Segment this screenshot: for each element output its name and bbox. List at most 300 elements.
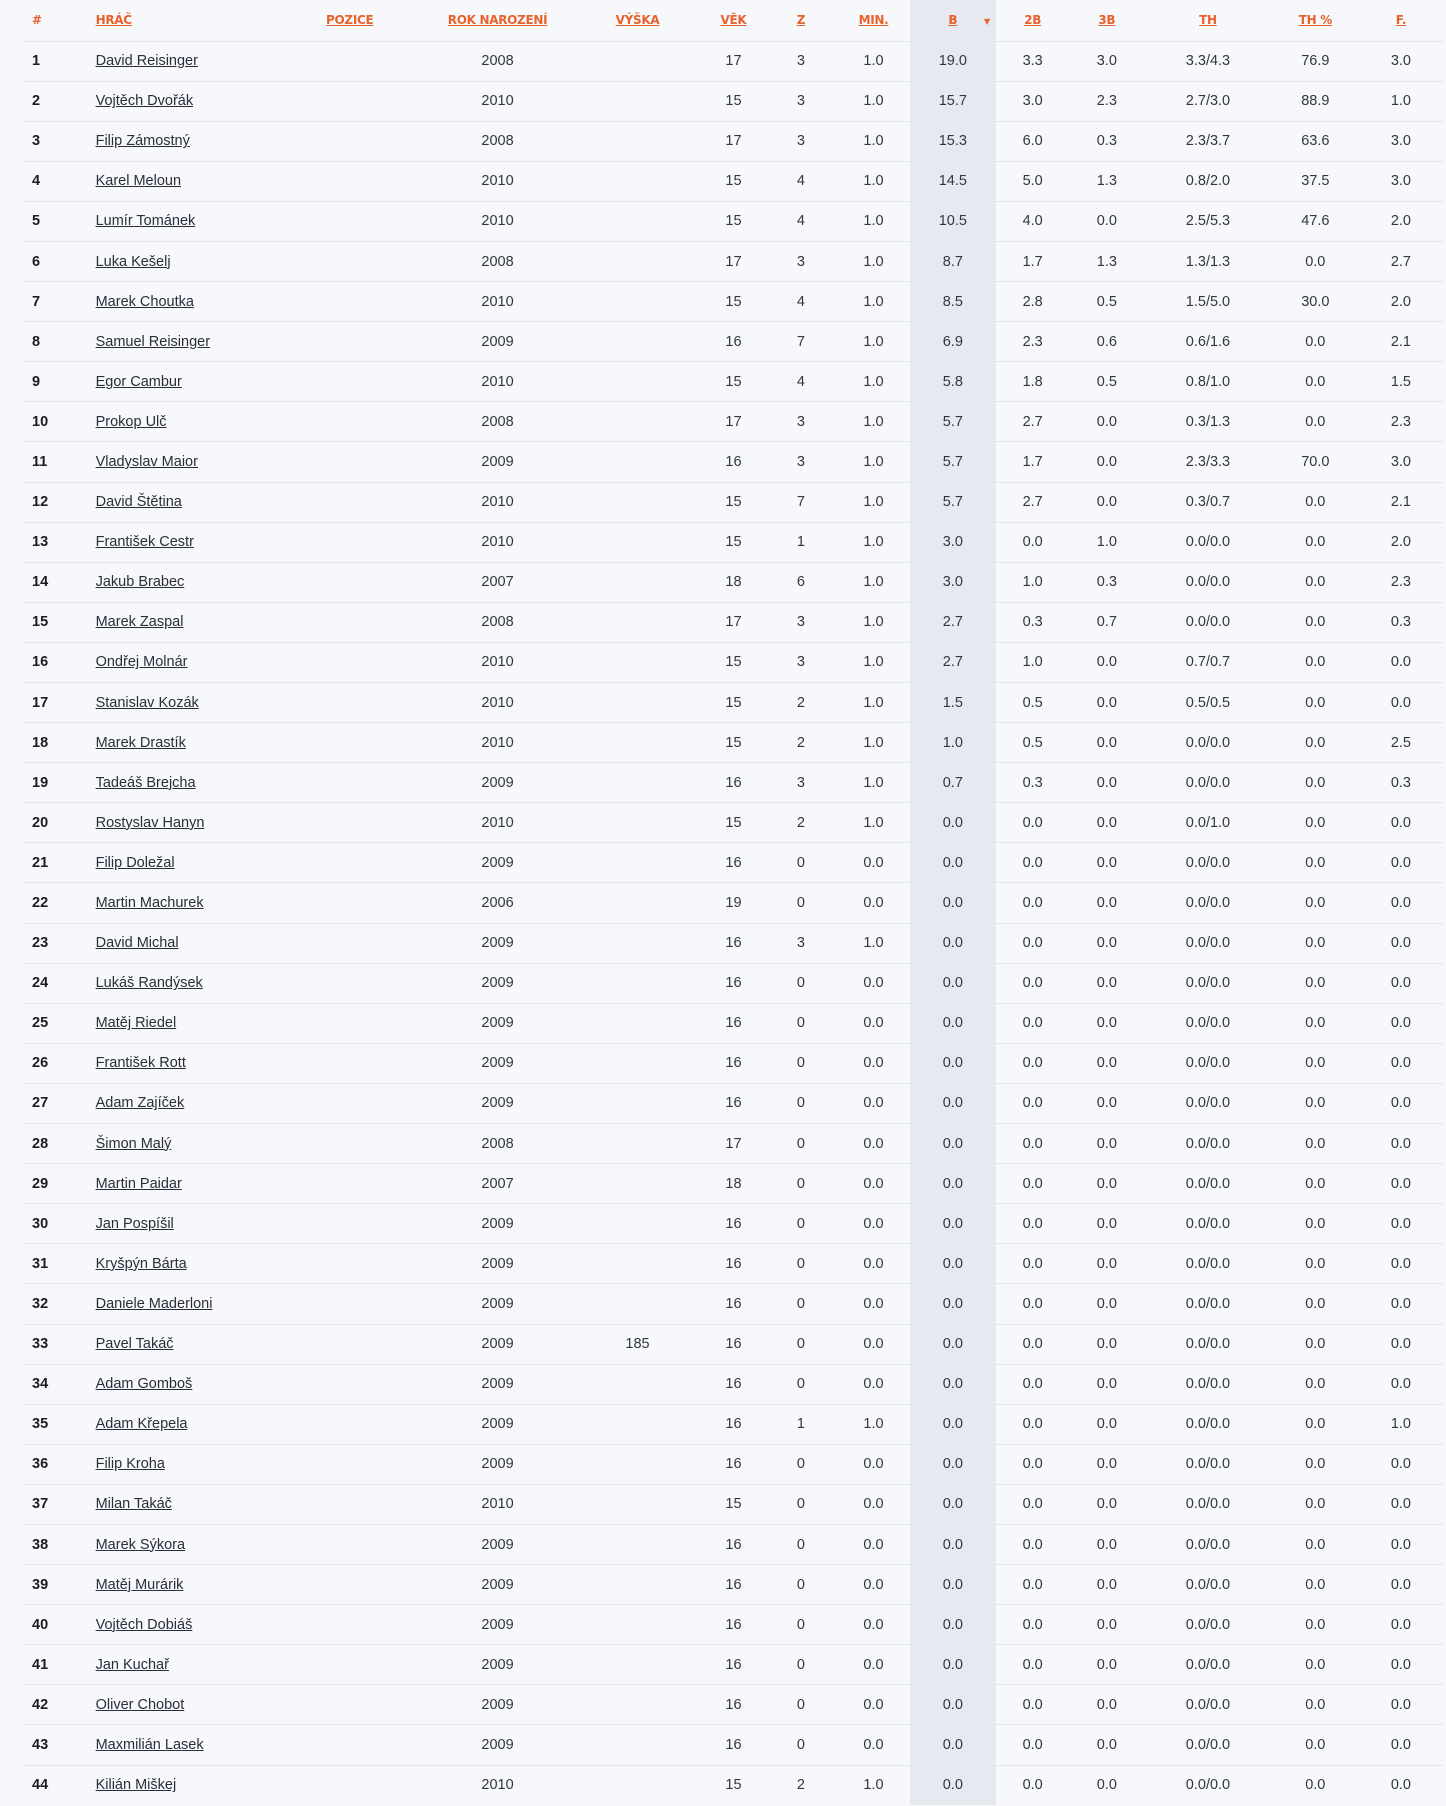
cell-birth-year: 2010: [481, 93, 514, 110]
cell-fouls: 3.0: [1390, 133, 1412, 150]
cell-age: 16: [725, 1616, 742, 1633]
cell-minutes: 0.0: [863, 1616, 884, 1633]
cell-fouls: 0.0: [1390, 1015, 1412, 1032]
cell-minutes: 1.0: [863, 133, 884, 150]
cell-age: 16: [725, 1255, 742, 1272]
cell-two-pointers: 0.0: [1022, 534, 1043, 551]
column-header-points-label: B: [948, 13, 958, 28]
cell-two-pointers: 1.0: [1022, 654, 1043, 671]
cell-position: [277, 201, 422, 241]
cell-height: [573, 482, 703, 522]
player-link[interactable]: Daniele Maderloni: [95, 1295, 213, 1312]
cell-free-throws: 0.0/0.0: [1185, 1135, 1231, 1152]
cell-height: [573, 1565, 703, 1605]
column-header-height[interactable]: VÝŠKA: [615, 13, 660, 28]
column-header-rank[interactable]: #: [32, 13, 42, 28]
cell-points: 0.0: [910, 803, 996, 843]
cell-two-pointers: 3.0: [1022, 93, 1043, 110]
cell-age: 16: [725, 1696, 742, 1713]
cell-birth-year: 2009: [481, 1015, 514, 1032]
cell-points: 15.7: [910, 81, 996, 121]
cell-position: [277, 282, 422, 322]
player-link[interactable]: Lumír Tománek: [95, 213, 196, 230]
player-link[interactable]: Egor Cambur: [95, 373, 182, 390]
cell-games: 2: [796, 694, 805, 711]
cell-rank: 4: [32, 173, 41, 190]
cell-position: [277, 362, 422, 402]
cell-rank: 33: [32, 1336, 49, 1353]
cell-position: [277, 1284, 422, 1324]
table-row: [23, 1645, 1443, 1685]
cell-birth-year: 2009: [481, 1536, 514, 1553]
cell-age: 16: [725, 1055, 742, 1072]
cell-two-pointers: 0.0: [1022, 935, 1043, 952]
column-header-three-pointers[interactable]: 3B: [1098, 13, 1116, 28]
player-link[interactable]: Jan Kuchař: [95, 1656, 169, 1673]
column-header-free-throw-pct[interactable]: TH %: [1298, 13, 1332, 28]
cell-points: 0.0: [910, 963, 996, 1003]
cell-points: 0.0: [910, 1765, 996, 1805]
cell-height: [573, 1284, 703, 1324]
player-link[interactable]: Karel Meloun: [95, 173, 182, 190]
player-link[interactable]: Oliver Chobot: [95, 1696, 185, 1713]
cell-three-pointers: 0.0: [1096, 1777, 1117, 1794]
column-header-games[interactable]: Z: [796, 13, 806, 28]
cell-position: [277, 1324, 422, 1364]
cell-position: [277, 41, 422, 81]
cell-age: 16: [725, 1736, 742, 1753]
table-row: [23, 683, 1443, 723]
cell-minutes: 1.0: [863, 694, 884, 711]
table-row: [23, 1765, 1443, 1805]
player-link[interactable]: Adam Křepela: [95, 1416, 188, 1433]
cell-free-throw-pct: 0.0: [1305, 1576, 1326, 1593]
cell-birth-year: 2009: [481, 1656, 514, 1673]
cell-free-throws: 0.0/0.0: [1185, 1376, 1231, 1393]
player-link[interactable]: Jakub Brabec: [95, 574, 185, 591]
cell-minutes: 0.0: [863, 1095, 884, 1112]
cell-height: [573, 602, 703, 642]
cell-fouls: 0.0: [1390, 975, 1412, 992]
cell-free-throw-pct: 0.0: [1305, 1255, 1326, 1272]
table-row: [23, 1164, 1443, 1204]
cell-birth-year: 2009: [481, 453, 514, 470]
cell-points: 0.7: [910, 763, 996, 803]
cell-player: [96, 1484, 278, 1524]
cell-minutes: 1.0: [863, 293, 884, 310]
cell-age: 16: [725, 1215, 742, 1232]
cell-free-throws: 0.0/0.0: [1185, 1215, 1231, 1232]
cell-two-pointers: 4.0: [1022, 213, 1043, 230]
cell-rank: 30: [32, 1215, 49, 1232]
cell-age: 16: [725, 1336, 742, 1353]
cell-player: [96, 201, 278, 241]
table-row: [23, 362, 1443, 402]
cell-age: 15: [725, 494, 742, 511]
player-link[interactable]: Vojtěch Dobiáš: [95, 1616, 193, 1633]
cell-games: 0: [796, 1656, 805, 1673]
cell-points: 2.7: [910, 602, 996, 642]
cell-three-pointers: 2.3: [1096, 93, 1117, 110]
cell-rank: 44: [32, 1777, 49, 1794]
cell-height: [573, 723, 703, 763]
cell-two-pointers: 0.0: [1022, 1135, 1043, 1152]
cell-games: 0: [796, 854, 805, 871]
cell-birth-year: 2009: [481, 1055, 514, 1072]
cell-age: 15: [725, 534, 742, 551]
cell-two-pointers: 0.0: [1022, 975, 1043, 992]
cell-two-pointers: 1.0: [1022, 574, 1043, 591]
cell-birth-year: 2008: [481, 614, 514, 631]
cell-player: [96, 1364, 278, 1404]
table-row: [23, 1043, 1443, 1083]
cell-position: [277, 161, 422, 201]
cell-three-pointers: 0.6: [1096, 333, 1117, 350]
cell-three-pointers: 0.0: [1096, 1015, 1117, 1032]
cell-position: [277, 963, 422, 1003]
cell-games: 1: [796, 534, 805, 551]
cell-fouls: 0.0: [1390, 1295, 1412, 1312]
cell-two-pointers: 5.0: [1022, 173, 1043, 190]
table-row: [23, 1404, 1443, 1444]
column-header-fouls[interactable]: F.: [1395, 13, 1407, 28]
cell-fouls: 0.0: [1390, 1616, 1412, 1633]
cell-two-pointers: 0.0: [1022, 1536, 1043, 1553]
cell-free-throw-pct: 0.0: [1305, 1055, 1326, 1072]
cell-minutes: 0.0: [863, 1336, 884, 1353]
cell-position: [277, 482, 422, 522]
player-link[interactable]: Vojtěch Dvořák: [95, 93, 194, 110]
cell-birth-year: 2008: [481, 1135, 514, 1152]
cell-free-throws: 0.0/0.0: [1185, 1055, 1231, 1072]
cell-position: [277, 642, 422, 682]
cell-rank: 25: [32, 1015, 49, 1032]
table-row: [23, 442, 1443, 482]
cell-points: 0.0: [910, 923, 996, 963]
cell-free-throws: 2.3/3.3: [1185, 453, 1231, 470]
player-link[interactable]: Luka Kešelj: [95, 253, 171, 270]
player-link[interactable]: Filip Zámostný: [95, 133, 190, 150]
cell-free-throws: 0.0/0.0: [1185, 774, 1231, 791]
cell-rank: 15: [32, 614, 49, 631]
column-header-points[interactable]: [910, 0, 996, 41]
column-header-position[interactable]: POZICE: [326, 13, 374, 28]
player-link[interactable]: Vladyslav Maior: [95, 453, 198, 470]
cell-three-pointers: 0.3: [1096, 574, 1117, 591]
cell-points: 14.5: [910, 161, 996, 201]
cell-player: [96, 1685, 278, 1725]
player-link[interactable]: Prokop Ulč: [95, 413, 167, 430]
cell-minutes: 0.0: [863, 1055, 884, 1072]
cell-free-throws: 0.0/0.0: [1185, 1416, 1231, 1433]
table-row: [23, 1725, 1443, 1765]
table-row: [23, 522, 1443, 562]
cell-points: 5.7: [910, 442, 996, 482]
cell-player: [96, 121, 278, 161]
cell-birth-year: 2010: [481, 694, 514, 711]
column-header-birth-year[interactable]: ROK NAROZENÍ: [447, 13, 548, 28]
cell-player: [96, 1404, 278, 1444]
cell-age: 16: [725, 1416, 742, 1433]
column-header-free-throws[interactable]: TH: [1199, 13, 1217, 28]
player-link[interactable]: Marek Sýkora: [95, 1536, 186, 1553]
player-link[interactable]: František Cestr: [95, 534, 194, 551]
cell-points: 5.8: [910, 362, 996, 402]
player-link[interactable]: Marek Drastík: [95, 734, 186, 751]
cell-birth-year: 2010: [481, 534, 514, 551]
cell-player: [96, 1565, 278, 1605]
cell-free-throw-pct: 0.0: [1305, 1015, 1326, 1032]
player-link[interactable]: Adam Zajíček: [95, 1095, 185, 1112]
player-link[interactable]: Šimon Malý: [95, 1135, 172, 1152]
player-link[interactable]: Maxmilián Lasek: [95, 1736, 204, 1753]
cell-height: 185: [625, 1336, 650, 1353]
cell-minutes: 0.0: [863, 1215, 884, 1232]
cell-free-throw-pct: 0.0: [1305, 1095, 1326, 1112]
cell-games: 3: [796, 453, 805, 470]
cell-minutes: 1.0: [863, 494, 884, 511]
player-link[interactable]: Rostyslav Hanyn: [95, 814, 205, 831]
table-row: [23, 963, 1443, 1003]
cell-three-pointers: 0.0: [1096, 854, 1117, 871]
table-row: [23, 1524, 1443, 1564]
cell-fouls: 2.1: [1390, 333, 1412, 350]
cell-position: [277, 1685, 422, 1725]
player-link[interactable]: Adam Gomboš: [95, 1376, 193, 1393]
player-link[interactable]: Marek Zaspal: [95, 614, 184, 631]
cell-points: 0.0: [910, 1404, 996, 1444]
cell-rank: 10: [32, 413, 49, 430]
cell-birth-year: 2009: [481, 854, 514, 871]
cell-fouls: 2.0: [1390, 293, 1412, 310]
cell-position: [277, 322, 422, 362]
player-link[interactable]: Jan Pospíšil: [95, 1215, 174, 1232]
cell-rank: 5: [32, 213, 41, 230]
cell-fouls: 0.0: [1390, 935, 1412, 952]
player-link[interactable]: Kilián Miškej: [95, 1777, 177, 1794]
cell-games: 3: [796, 93, 805, 110]
cell-points: 0.0: [910, 1284, 996, 1324]
table-row: [23, 1284, 1443, 1324]
cell-free-throws: 0.0/0.0: [1185, 1777, 1231, 1794]
cell-position: [277, 1765, 422, 1805]
cell-fouls: 1.0: [1390, 1416, 1412, 1433]
cell-position: [277, 763, 422, 803]
cell-games: 0: [796, 1736, 805, 1753]
cell-rank: 3: [32, 133, 41, 150]
cell-free-throw-pct: 0.0: [1305, 373, 1326, 390]
cell-rank: 18: [32, 734, 49, 751]
cell-rank: 36: [32, 1456, 49, 1473]
cell-fouls: 3.0: [1390, 173, 1412, 190]
cell-birth-year: 2009: [481, 1416, 514, 1433]
cell-games: 4: [796, 213, 805, 230]
cell-free-throws: 0.0/0.0: [1185, 1095, 1231, 1112]
cell-free-throw-pct: 0.0: [1305, 1736, 1326, 1753]
cell-three-pointers: 0.0: [1096, 1536, 1117, 1553]
cell-points: 0.0: [910, 1164, 996, 1204]
cell-minutes: 1.0: [863, 814, 884, 831]
cell-age: 16: [725, 1536, 742, 1553]
cell-two-pointers: 0.0: [1022, 1095, 1043, 1112]
cell-position: [277, 923, 422, 963]
cell-height: [573, 362, 703, 402]
cell-points: 0.0: [910, 1444, 996, 1484]
player-link[interactable]: Stanislav Kozák: [95, 694, 199, 711]
cell-rank: 43: [32, 1736, 49, 1753]
cell-fouls: 0.0: [1390, 1336, 1412, 1353]
cell-rank: 16: [32, 654, 49, 671]
cell-free-throws: 0.0/0.0: [1185, 1496, 1231, 1513]
cell-height: [573, 923, 703, 963]
cell-birth-year: 2010: [481, 293, 514, 310]
cell-three-pointers: 0.0: [1096, 1055, 1117, 1072]
cell-age: 15: [725, 694, 742, 711]
cell-free-throw-pct: 0.0: [1305, 1456, 1326, 1473]
cell-three-pointers: 3.0: [1096, 53, 1117, 70]
cell-free-throw-pct: 0.0: [1305, 413, 1326, 430]
player-link[interactable]: Lukáš Randýsek: [95, 975, 203, 992]
cell-player: [96, 1164, 278, 1204]
column-header-minutes[interactable]: MIN.: [858, 13, 889, 28]
cell-birth-year: 2009: [481, 774, 514, 791]
cell-fouls: 0.0: [1390, 814, 1412, 831]
cell-height: [573, 121, 703, 161]
cell-minutes: 1.0: [863, 1416, 884, 1433]
cell-games: 3: [796, 935, 805, 952]
player-link[interactable]: Matěj Riedel: [95, 1015, 177, 1032]
cell-height: [573, 1043, 703, 1083]
cell-free-throw-pct: 0.0: [1305, 574, 1326, 591]
column-header-player[interactable]: HRÁČ: [95, 13, 132, 28]
table-row: [23, 1364, 1443, 1404]
cell-rank: 8: [32, 333, 41, 350]
cell-minutes: 1.0: [863, 734, 884, 751]
cell-free-throws: 0.0/0.0: [1185, 734, 1231, 751]
cell-free-throw-pct: 0.0: [1305, 1656, 1326, 1673]
cell-age: 15: [725, 293, 742, 310]
cell-fouls: 0.0: [1390, 1536, 1412, 1553]
cell-player: [96, 562, 278, 602]
cell-three-pointers: 0.0: [1096, 694, 1117, 711]
cell-free-throw-pct: 0.0: [1305, 975, 1326, 992]
table-row: [23, 642, 1443, 682]
cell-points: 1.5: [910, 683, 996, 723]
player-link[interactable]: David Štětina: [95, 494, 182, 511]
cell-birth-year: 2010: [481, 814, 514, 831]
cell-free-throws: 0.0/0.0: [1185, 1536, 1231, 1553]
cell-player: [96, 1524, 278, 1564]
cell-birth-year: 2010: [481, 734, 514, 751]
cell-games: 0: [796, 1336, 805, 1353]
player-link[interactable]: František Rott: [95, 1055, 186, 1072]
cell-free-throw-pct: 0.0: [1305, 654, 1326, 671]
player-link[interactable]: David Michal: [95, 935, 179, 952]
cell-fouls: 0.0: [1390, 1656, 1412, 1673]
player-link[interactable]: Martin Paidar: [95, 1175, 182, 1192]
cell-free-throw-pct: 37.5: [1301, 173, 1330, 190]
table-row: [23, 1605, 1443, 1645]
cell-player: [96, 161, 278, 201]
player-link[interactable]: David Reisinger: [95, 53, 198, 70]
cell-games: 0: [796, 1536, 805, 1553]
cell-free-throws: 1.3/1.3: [1185, 253, 1231, 270]
cell-three-pointers: 0.0: [1096, 1175, 1117, 1192]
cell-minutes: 0.0: [863, 1656, 884, 1673]
cell-two-pointers: 0.0: [1022, 1055, 1043, 1072]
cell-points: 15.3: [910, 121, 996, 161]
cell-free-throw-pct: 0.0: [1305, 1135, 1326, 1152]
cell-minutes: 1.0: [863, 534, 884, 551]
player-link[interactable]: Tadeáš Brejcha: [95, 774, 196, 791]
cell-age: 16: [725, 774, 742, 791]
cell-two-pointers: 1.7: [1022, 253, 1043, 270]
column-header-age[interactable]: VĚK: [720, 13, 747, 28]
cell-player: [96, 923, 278, 963]
cell-player: [96, 1204, 278, 1244]
column-header-two-pointers[interactable]: 2B: [1024, 13, 1042, 28]
cell-three-pointers: 0.0: [1096, 1616, 1117, 1633]
cell-position: [277, 1043, 422, 1083]
cell-points: 8.5: [910, 282, 996, 322]
cell-games: 0: [796, 1456, 805, 1473]
player-link[interactable]: Milan Takáč: [95, 1496, 172, 1513]
table-row: [23, 562, 1443, 602]
cell-three-pointers: 0.0: [1096, 1696, 1117, 1713]
cell-height: [573, 1003, 703, 1043]
cell-height: [573, 963, 703, 1003]
cell-free-throws: 2.3/3.7: [1185, 133, 1231, 150]
cell-rank: 27: [32, 1095, 49, 1112]
cell-three-pointers: 0.0: [1096, 774, 1117, 791]
cell-free-throws: 0.0/0.0: [1185, 1696, 1231, 1713]
table-row: [23, 1484, 1443, 1524]
player-link[interactable]: Kryšpýn Bárta: [95, 1255, 187, 1272]
player-link[interactable]: Matěj Murárik: [95, 1576, 184, 1593]
cell-player: [96, 1284, 278, 1324]
cell-rank: 22: [32, 895, 49, 912]
cell-position: [277, 1484, 422, 1524]
cell-three-pointers: 0.0: [1096, 1656, 1117, 1673]
cell-points: 6.9: [910, 322, 996, 362]
cell-fouls: 2.3: [1390, 413, 1412, 430]
cell-free-throws: 0.0/0.0: [1185, 1336, 1231, 1353]
cell-two-pointers: 0.0: [1022, 1456, 1043, 1473]
cell-points: 0.0: [910, 1645, 996, 1685]
cell-height: [573, 201, 703, 241]
table-body: [23, 41, 1443, 1805]
player-link[interactable]: Samuel Reisinger: [95, 333, 211, 350]
player-link[interactable]: Ondřej Molnár: [95, 654, 188, 671]
player-link[interactable]: Filip Kroha: [95, 1456, 165, 1473]
player-link[interactable]: Martin Machurek: [95, 895, 204, 912]
cell-age: 16: [725, 975, 742, 992]
cell-points: 0.0: [910, 1124, 996, 1164]
cell-minutes: 1.0: [863, 333, 884, 350]
table-row: [23, 723, 1443, 763]
cell-games: 6: [796, 574, 805, 591]
cell-height: [573, 843, 703, 883]
cell-position: [277, 1565, 422, 1605]
cell-height: [573, 1685, 703, 1725]
cell-free-throw-pct: 0.0: [1305, 614, 1326, 631]
cell-position: [277, 562, 422, 602]
cell-games: 0: [796, 1295, 805, 1312]
player-link[interactable]: Marek Choutka: [95, 293, 194, 310]
player-link[interactable]: Pavel Takáč: [95, 1336, 174, 1353]
cell-three-pointers: 0.0: [1096, 453, 1117, 470]
player-link[interactable]: Filip Doležal: [95, 854, 175, 871]
